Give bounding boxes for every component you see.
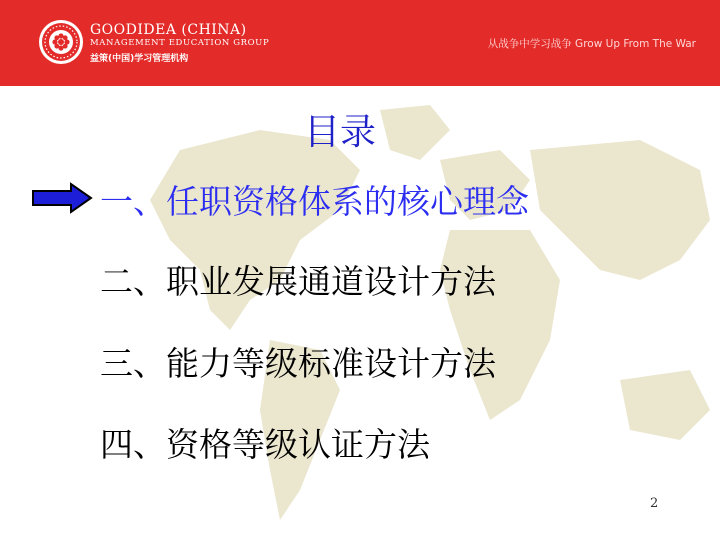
toc-item-3[interactable]: 三、能力等级标准设计方法 (100, 344, 496, 383)
toc-item-1[interactable]: 一、任职资格体系的核心理念 (100, 182, 529, 221)
world-map-background (0, 90, 720, 540)
page-number: 2 (650, 496, 659, 511)
company-seal-logo (38, 19, 84, 65)
toc-item-4[interactable]: 四、资格等级认证方法 (100, 425, 430, 464)
brand-name-english: GOODIDEA (CHINA) (90, 22, 247, 38)
brand-subtitle-english: MANAGEMENT EDUCATION GROUP (90, 38, 270, 48)
header-slogan: 从战争中学习战争 Grow Up From The War (487, 38, 696, 50)
brand-name-chinese: 益策(中国)学习管理机构 (90, 54, 189, 64)
header-banner (0, 0, 720, 86)
toc-item-2[interactable]: 二、职业发展通道设计方法 (100, 262, 496, 301)
slide-title: 目录 (303, 112, 376, 153)
current-item-arrow-icon (31, 181, 93, 215)
